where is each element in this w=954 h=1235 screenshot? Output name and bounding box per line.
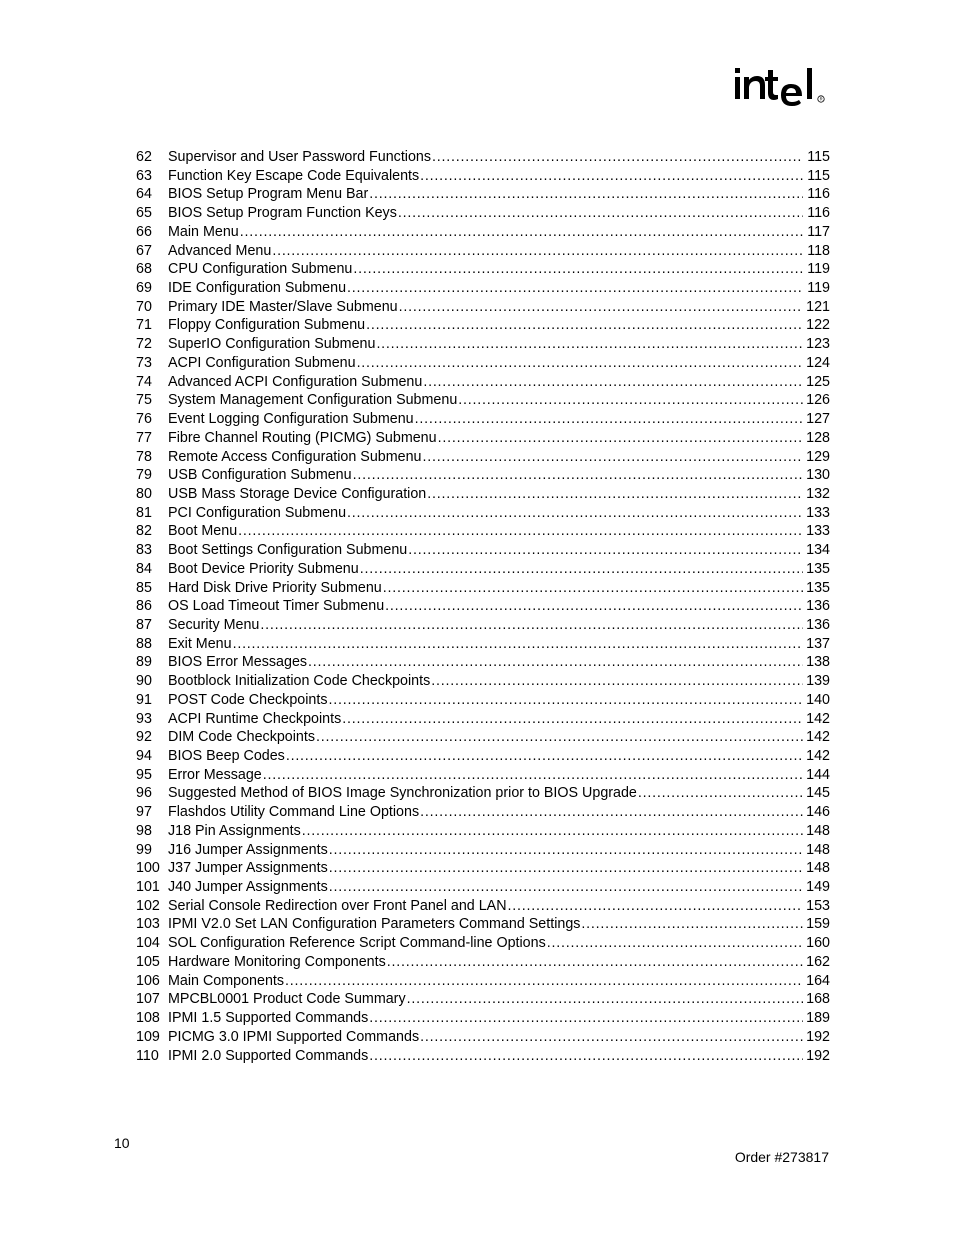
- toc-entry-number: 84: [136, 560, 152, 577]
- toc-entry[interactable]: [136, 185, 830, 204]
- toc-entry[interactable]: [136, 1028, 830, 1047]
- toc-entry-page: 149: [806, 879, 830, 896]
- toc-entry[interactable]: [136, 934, 830, 953]
- toc-entry-title: Security Menu: [168, 616, 260, 633]
- toc-entry[interactable]: [136, 316, 830, 335]
- toc-entry-page: 133: [806, 523, 830, 540]
- toc-entry-page: 124: [806, 354, 830, 371]
- toc-entry-title: Main Menu: [168, 223, 239, 240]
- toc-entry-number: 89: [136, 654, 152, 671]
- toc-entry-number: 62: [136, 149, 152, 165]
- toc-entry-title: USB Configuration Submenu: [168, 467, 352, 484]
- toc-entry-number: 88: [136, 635, 152, 652]
- toc-dot-leader: [420, 1028, 803, 1047]
- toc-dot-leader: [329, 859, 803, 878]
- toc-dot-leader: [408, 541, 803, 560]
- toc-dot-leader: [508, 897, 803, 916]
- toc-dot-leader: [423, 373, 803, 392]
- toc-entry-title: Hardware Monitoring Components: [168, 953, 386, 970]
- toc-entry-page: 148: [806, 822, 830, 839]
- toc-entry[interactable]: [136, 953, 830, 972]
- toc-entry-page: 133: [806, 504, 830, 521]
- toc-entry-page: 128: [806, 429, 830, 446]
- toc-entry[interactable]: [136, 522, 830, 541]
- toc-entry-page: 135: [806, 560, 830, 577]
- toc-entry-page: 142: [806, 729, 830, 746]
- toc-entry-title: Bootblock Initialization Code Checkpoints: [168, 673, 431, 690]
- toc-entry[interactable]: [136, 298, 830, 317]
- toc-entry-number: 74: [136, 373, 152, 390]
- toc-entry-title: BIOS Error Messages: [168, 654, 308, 671]
- toc-entry[interactable]: [136, 728, 830, 747]
- toc-dot-leader: [423, 448, 803, 467]
- toc-entry-page: 130: [806, 467, 830, 484]
- toc-entry[interactable]: [136, 672, 830, 691]
- toc-entry-title: Fibre Channel Routing (PICMG) Submenu: [168, 429, 437, 446]
- toc-dot-leader: [458, 391, 803, 410]
- toc-entry-number: 75: [136, 392, 152, 409]
- toc-dot-leader: [328, 691, 803, 710]
- toc-entry-number: 94: [136, 748, 152, 764]
- toc-dot-leader: [427, 485, 803, 504]
- toc-entry-page: 142: [806, 710, 830, 727]
- toc-entry-number: 93: [136, 710, 152, 727]
- toc-entry-page: 160: [806, 935, 830, 952]
- toc-dot-leader: [233, 635, 803, 654]
- toc-entry-page: 192: [806, 1028, 830, 1045]
- toc-dot-leader: [376, 335, 803, 354]
- toc-entry-page: 164: [806, 972, 830, 989]
- toc-dot-leader: [385, 597, 803, 616]
- toc-dot-leader: [286, 747, 803, 766]
- toc-entry-title: Advanced ACPI Configuration Submenu: [168, 373, 423, 390]
- toc-entry[interactable]: [136, 1009, 830, 1028]
- toc-dot-leader: [399, 298, 803, 317]
- toc-entry-number: 63: [136, 167, 152, 184]
- toc-entry-page: 135: [806, 579, 830, 596]
- toc-entry-number: 105: [136, 953, 160, 970]
- toc-entry-page: 126: [806, 392, 830, 409]
- toc-entry-page: 119: [807, 261, 830, 278]
- toc-entry[interactable]: [136, 485, 830, 504]
- toc-entry[interactable]: [136, 822, 830, 841]
- toc-entry-number: 85: [136, 579, 152, 596]
- toc-entry-number: 73: [136, 354, 152, 371]
- toc-entry-number: 68: [136, 261, 152, 278]
- toc-entry[interactable]: [136, 429, 830, 448]
- toc-dot-leader: [420, 167, 803, 186]
- toc-entry-title: Floppy Configuration Submenu: [168, 317, 366, 334]
- toc-dot-leader: [347, 504, 803, 523]
- toc-entry[interactable]: [136, 579, 830, 598]
- toc-entry-page: 118: [807, 242, 830, 259]
- toc-dot-leader: [285, 972, 803, 991]
- toc-entry-title: IPMI V2.0 Set LAN Configuration Parameters Command Settings: [168, 916, 581, 933]
- toc-entry[interactable]: [136, 504, 830, 523]
- toc-entry-title: IPMI 1.5 Supported Commands: [168, 1010, 369, 1027]
- intel-logo: [734, 60, 834, 120]
- toc-dot-leader: [420, 803, 803, 822]
- toc-entry-number: 65: [136, 205, 152, 222]
- toc-entry-number: 90: [136, 673, 152, 690]
- toc-entry[interactable]: [136, 167, 830, 186]
- toc-entry-number: 99: [136, 841, 152, 858]
- toc-entry-number: 97: [136, 804, 152, 821]
- toc-entry-page: 116: [807, 205, 830, 222]
- toc-entry-page: 162: [806, 953, 830, 970]
- toc-entry-number: 110: [136, 1047, 159, 1064]
- toc-entry[interactable]: [136, 972, 830, 991]
- toc-entry-title: SOL Configuration Reference Script Command-line Options: [168, 935, 546, 952]
- toc-entry-number: 102: [136, 897, 160, 914]
- toc-entry-number: 95: [136, 766, 152, 783]
- toc-entry-page: 145: [806, 785, 830, 802]
- toc-dot-leader: [387, 953, 803, 972]
- toc-dot-leader: [353, 466, 803, 485]
- toc-dot-leader: [432, 148, 803, 167]
- toc-entry[interactable]: [136, 784, 830, 803]
- toc-entry-title: PCI Configuration Submenu: [168, 504, 347, 521]
- toc-entry-page: 119: [807, 280, 830, 297]
- toc-dot-leader: [308, 653, 803, 672]
- toc-entry-page: 129: [806, 448, 830, 465]
- toc-entry-number: 100: [136, 860, 160, 877]
- toc-entry-page: 139: [806, 673, 830, 690]
- toc-entry-number: 104: [136, 935, 160, 952]
- toc-entry-title: Supervisor and User Password Functions: [168, 149, 432, 165]
- toc-entry-title: System Management Configuration Submenu: [168, 392, 458, 409]
- toc-entry-title: Flashdos Utility Command Line Options: [168, 804, 420, 821]
- toc-dot-leader: [260, 616, 803, 635]
- toc-entry-title: J37 Jumper Assignments: [168, 860, 328, 877]
- toc-entry-title: DIM Code Checkpoints: [168, 729, 316, 746]
- toc-entry-page: 123: [806, 336, 830, 353]
- toc-entry-number: 91: [136, 691, 152, 708]
- toc-dot-leader: [357, 354, 803, 373]
- toc-entry-page: 116: [807, 186, 830, 203]
- toc-entry-page: 138: [806, 654, 830, 671]
- toc-entry[interactable]: [136, 373, 830, 392]
- toc-entry-title: Remote Access Configuration Submenu: [168, 448, 422, 465]
- toc-entry[interactable]: [136, 897, 830, 916]
- toc-entry-title: BIOS Setup Program Menu Bar: [168, 186, 369, 203]
- intel-logo-graphic: [734, 60, 834, 120]
- toc-entry-number: 101: [136, 879, 160, 896]
- toc-dot-leader: [415, 410, 803, 429]
- toc-entry-page: 127: [806, 411, 830, 428]
- toc-entry-title: Serial Console Redirection over Front Panel and LAN: [168, 897, 507, 914]
- toc-entry[interactable]: [136, 335, 830, 354]
- toc-entry-page: 117: [807, 223, 830, 240]
- toc-entry-number: 71: [136, 317, 152, 334]
- toc-entry[interactable]: [136, 841, 830, 860]
- toc-dot-leader: [329, 841, 803, 860]
- toc-entry-title: IDE Configuration Submenu: [168, 280, 347, 297]
- toc-entry-title: Error Message: [168, 766, 262, 783]
- toc-entry[interactable]: [136, 448, 830, 467]
- toc-entry-number: 76: [136, 411, 152, 428]
- toc-entry[interactable]: [136, 260, 830, 279]
- toc-dot-leader: [272, 242, 803, 261]
- toc-entry-number: 77: [136, 429, 152, 446]
- toc-entry-page: 122: [806, 317, 830, 334]
- toc-entry-title: Primary IDE Master/Slave Submenu: [168, 298, 398, 315]
- toc-entry-number: 103: [136, 916, 160, 933]
- toc-entry-title: Function Key Escape Code Equivalents: [168, 167, 420, 184]
- toc-dot-leader: [407, 990, 803, 1009]
- toc-entry-title: POST Code Checkpoints: [168, 691, 328, 708]
- toc-entry[interactable]: [136, 803, 830, 822]
- toc-entry-page: 136: [806, 616, 830, 633]
- toc-entry-number: 87: [136, 616, 152, 633]
- toc-entry-title: J40 Jumper Assignments: [168, 879, 328, 896]
- toc-dot-leader: [547, 934, 803, 953]
- toc-entry-number: 92: [136, 729, 152, 746]
- toc-entry[interactable]: [136, 710, 830, 729]
- toc-entry-title: CPU Configuration Submenu: [168, 261, 353, 278]
- toc-dot-leader: [360, 560, 803, 579]
- toc-entry-number: 80: [136, 485, 152, 502]
- toc-entry-number: 64: [136, 186, 152, 203]
- toc-entry-page: 137: [806, 635, 830, 652]
- toc-entry-title: ACPI Runtime Checkpoints: [168, 710, 342, 727]
- toc-entry-page: 142: [806, 748, 830, 764]
- toc-dot-leader: [638, 784, 803, 803]
- toc-entry-number: 108: [136, 1010, 160, 1027]
- toc-entry-number: 67: [136, 242, 152, 259]
- toc-entry-number: 83: [136, 542, 152, 559]
- toc-entry-title: Boot Device Priority Submenu: [168, 560, 359, 577]
- toc-entry[interactable]: [136, 766, 830, 785]
- toc-dot-leader: [369, 1047, 803, 1066]
- svg-text:R: R: [819, 96, 823, 102]
- toc-entry-page: 134: [806, 542, 830, 559]
- toc-entry-title: BIOS Beep Codes: [168, 748, 285, 764]
- toc-dot-leader: [581, 915, 803, 934]
- toc-dot-leader: [369, 1009, 803, 1028]
- toc-entry[interactable]: [136, 560, 830, 579]
- toc-entry[interactable]: [136, 915, 830, 934]
- toc-entry[interactable]: [136, 616, 830, 635]
- toc-entry-page: 136: [806, 598, 830, 615]
- toc-entry-page: 121: [806, 298, 830, 315]
- toc-dot-leader: [263, 766, 803, 785]
- toc-entry-number: 107: [136, 991, 160, 1008]
- toc-entry-title: Advanced Menu: [168, 242, 272, 259]
- toc-entry-title: Hard Disk Drive Priority Submenu: [168, 579, 382, 596]
- toc-entry-page: 189: [806, 1010, 830, 1027]
- toc-entry-page: 146: [806, 804, 830, 821]
- toc-dot-leader: [342, 710, 803, 729]
- toc-entry-page: 153: [806, 897, 830, 914]
- toc-entry[interactable]: [136, 691, 830, 710]
- toc-entry-number: 82: [136, 523, 152, 540]
- toc-entry-title: Event Logging Configuration Submenu: [168, 411, 414, 428]
- toc-dot-leader: [238, 522, 803, 541]
- toc-entry-title: SuperIO Configuration Submenu: [168, 336, 376, 353]
- order-number: Order #273817: [734, 1149, 829, 1165]
- toc-dot-leader: [438, 429, 803, 448]
- toc-entry[interactable]: [136, 354, 830, 373]
- toc-entry[interactable]: [136, 990, 830, 1009]
- toc-entry-title: ACPI Configuration Submenu: [168, 354, 356, 371]
- toc-dot-leader: [369, 185, 803, 204]
- toc-dot-leader: [329, 878, 803, 897]
- toc-entry[interactable]: [136, 747, 830, 766]
- toc-entry-page: 168: [806, 991, 830, 1008]
- toc-entry-number: 79: [136, 467, 152, 484]
- toc-entry-number: 109: [136, 1028, 160, 1045]
- toc-dot-leader: [398, 204, 803, 223]
- toc-entry-title: Exit Menu: [168, 635, 232, 652]
- toc-entry-number: 81: [136, 504, 152, 521]
- toc-entry-number: 70: [136, 298, 152, 315]
- toc-entry[interactable]: [136, 391, 830, 410]
- toc-entry-title: J16 Jumper Assignments: [168, 841, 328, 858]
- toc-entry-page: 192: [806, 1047, 830, 1064]
- toc-entry-title: PICMG 3.0 IPMI Supported Commands: [168, 1028, 420, 1045]
- toc-entry[interactable]: [136, 204, 830, 223]
- toc-entry-number: 98: [136, 822, 152, 839]
- toc-entry-title: Suggested Method of BIOS Image Synchronization prior to BIOS Upgrade: [168, 785, 637, 802]
- toc-entry-title: Main Components: [168, 972, 285, 989]
- toc-entry-title: Boot Menu: [168, 523, 238, 540]
- toc-entry[interactable]: [136, 223, 830, 242]
- toc-dot-leader: [383, 579, 803, 598]
- toc-entry[interactable]: [136, 541, 830, 560]
- toc-entry-title: USB Mass Storage Device Configuration: [168, 485, 427, 502]
- toc-dot-leader: [240, 223, 803, 242]
- toc-entry[interactable]: [136, 635, 830, 654]
- toc-entry-number: 86: [136, 598, 152, 615]
- toc-entry-title: Boot Settings Configuration Submenu: [168, 542, 408, 559]
- toc-dot-leader: [316, 728, 803, 747]
- toc-entry[interactable]: [136, 878, 830, 897]
- toc-entry-number: 72: [136, 336, 152, 353]
- toc-entry-page: 115: [807, 167, 830, 184]
- toc-entry-page: 115: [807, 149, 830, 165]
- toc-dot-leader: [431, 672, 803, 691]
- toc-entry-number: 66: [136, 223, 152, 240]
- toc-entry-title: J18 Pin Assignments: [168, 822, 301, 839]
- toc-entry[interactable]: [136, 653, 830, 672]
- toc-entry-page: 159: [806, 916, 830, 933]
- toc-entry-number: 106: [136, 972, 160, 989]
- toc-entry-number: 78: [136, 448, 152, 465]
- toc-entry-page: 132: [806, 485, 830, 502]
- toc-entry[interactable]: [136, 410, 830, 429]
- page-number: 10: [114, 1135, 130, 1151]
- toc-entry-page: 125: [806, 373, 830, 390]
- toc-dot-leader: [302, 822, 803, 841]
- toc-entry-title: IPMI 2.0 Supported Commands: [168, 1047, 369, 1064]
- toc-dot-leader: [366, 316, 803, 335]
- toc-entry-title: OS Load Timeout Timer Submenu: [168, 598, 385, 615]
- toc-entry-number: 96: [136, 785, 152, 802]
- toc-entry-page: 148: [806, 860, 830, 877]
- toc-entry[interactable]: [136, 466, 830, 485]
- toc-entry-page: 140: [806, 691, 830, 708]
- toc-entry-page: 144: [806, 766, 830, 783]
- toc-dot-leader: [353, 260, 803, 279]
- toc-entry-title: BIOS Setup Program Function Keys: [168, 205, 397, 222]
- toc-dot-leader: [347, 279, 803, 298]
- toc-entry-title: MPCBL0001 Product Code Summary: [168, 991, 406, 1008]
- toc-entry[interactable]: [136, 148, 830, 167]
- toc-entry[interactable]: [136, 279, 830, 298]
- table-of-tables-list: [136, 148, 830, 1065]
- toc-entry[interactable]: [136, 1047, 830, 1066]
- toc-entry[interactable]: [136, 859, 830, 878]
- toc-entry-number: 69: [136, 280, 152, 297]
- toc-entry[interactable]: [136, 597, 830, 616]
- toc-entry[interactable]: [136, 242, 830, 261]
- toc-entry-page: 148: [806, 841, 830, 858]
